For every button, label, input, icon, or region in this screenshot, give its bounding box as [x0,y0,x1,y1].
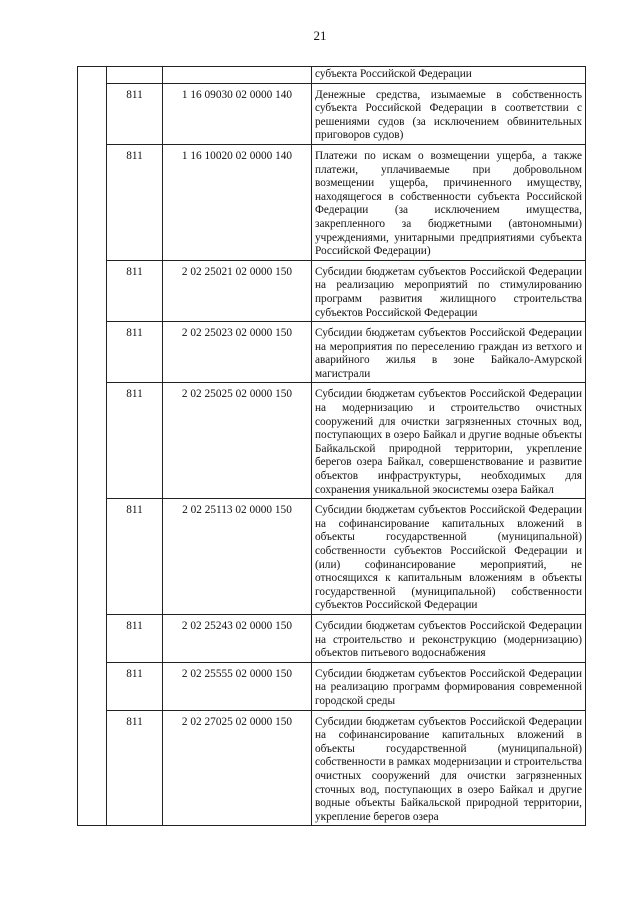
table-row [78,710,586,826]
table-row [78,499,586,615]
description-cell: Субсидии бюджетам субъектов Российской Федерации на реализацию мероприятий по стимулированию программ развития жилищного строительства субъектов Российской Федерации [312,260,586,321]
admin-code-cell: 811 [107,260,163,321]
budget-code-cell: 2 02 25243 02 0000 150 [163,614,312,662]
description-cell: Субсидии бюджетам субъектов Российской Федерации на реализацию программ формирования современной городской среды [312,662,586,710]
budget-code-cell: 1 16 10020 02 0000 140 [163,144,312,260]
budget-code-cell [163,67,312,84]
admin-code-cell: 811 [107,383,163,499]
admin-code-cell [107,67,163,84]
description-cell: Субсидии бюджетам субъектов Российской Федерации на мероприятия по переселению граждан из ветхого и аварийного жилья в зоне Байкало-Амурской магистрали [312,322,586,383]
budget-code-cell: 2 02 27025 02 0000 150 [163,710,312,826]
description-cell: Субсидии бюджетам субъектов Российской Федерации на софинансирование капитальных вложений в объекты государственной (муниципальной) собственности субъектов Российской Федерации и (или) софинансирование мероприятий, не относящихся к капитальным вложениям в объекты государственной (муниципальной) собственности субъектов Российской Федерации [312,499,586,615]
budget-code-cell: 1 16 09030 02 0000 140 [163,83,312,144]
blank-cell [78,67,107,826]
table-row [78,383,586,499]
table-row [78,614,586,662]
admin-code-cell: 811 [107,322,163,383]
table-row [78,260,586,321]
description-cell: Субсидии бюджетам субъектов Российской Федерации на модернизацию и строительство очистных сооружений для очистки загрязненных сточных вод, поступающих в озеро Байкал и другие водные объекты Байкальской природной территории, укрепление берегов озера Байкал, совершенствование и развитие объектов инфраструктуры, необходимых для сохранения уникальной экосистемы озера Байкал [312,383,586,499]
description-cell: субъекта Российской Федерации [312,67,586,84]
admin-code-cell: 811 [107,614,163,662]
table-row [78,144,586,260]
description-cell: Субсидии бюджетам субъектов Российской Федерации на софинансирование капитальных вложений в объекты государственной (муниципальной) собственности в рамках модернизации и строительства очистных сооружений для очистки загрязненных сточных вод, поступающих в озеро Байкал и другие водные объекты Байкальской природной территории, укрепление берегов озера [312,710,586,826]
admin-code-cell: 811 [107,83,163,144]
admin-code-cell: 811 [107,144,163,260]
budget-code-cell: 2 02 25555 02 0000 150 [163,662,312,710]
budget-code-cell: 2 02 25025 02 0000 150 [163,383,312,499]
revenue-codes-table [77,66,586,826]
table-row [78,322,586,383]
description-cell: Денежные средства, изымаемые в собственность субъекта Российской Федерации в соответствии с решениями судов (за исключением обвинительных приговоров судов) [312,83,586,144]
page-number: 21 [313,28,327,43]
description-cell: Платежи по искам о возмещении ущерба, а также платежи, уплачиваемые при добровольном возмещении ущерба, причиненного имуществу, находящегося в собственности субъекта Российской Федерации (за исключением имущества, закрепленного за бюджетными (автономными) учреждениями, унитарными предприятиями субъекта Российской Федерации) [312,144,586,260]
admin-code-cell: 811 [107,662,163,710]
budget-code-cell: 2 02 25023 02 0000 150 [163,322,312,383]
budget-code-cell: 2 02 25113 02 0000 150 [163,499,312,615]
table-row [78,662,586,710]
table-row [78,83,586,144]
budget-code-cell: 2 02 25021 02 0000 150 [163,260,312,321]
admin-code-cell: 811 [107,710,163,826]
table-row-continuation [78,67,586,84]
description-cell: Субсидии бюджетам субъектов Российской Федерации на строительство и реконструкцию (модернизацию) объектов питьевого водоснабжения [312,614,586,662]
admin-code-cell: 811 [107,499,163,615]
